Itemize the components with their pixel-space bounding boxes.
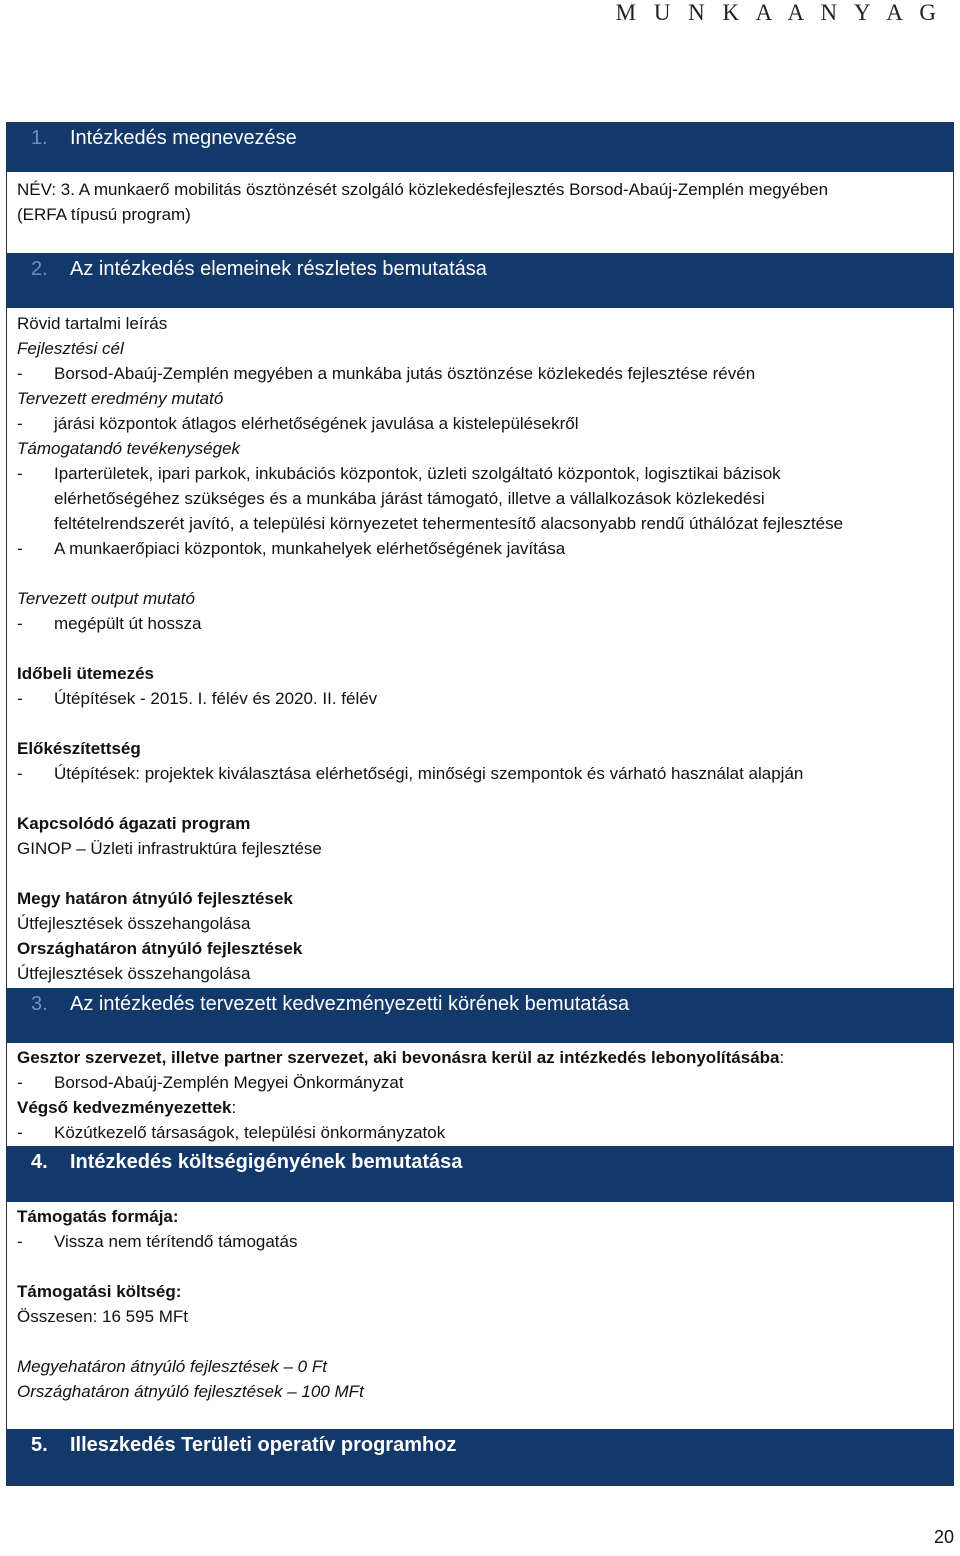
section-4-number: 4. <box>31 1151 48 1173</box>
organizer-item: - Borsod-Abaúj-Zemplén Megyei Önkormányzat <box>17 1073 404 1092</box>
section-3-title: Az intézkedés tervezett kedvezményezetti körének bemutatása <box>70 993 630 1015</box>
schedule-label: Időbeli ütemezés <box>17 664 154 683</box>
activity-2: - A munkaerőpiaci központok, munkahelyek elérhetőségének javítása <box>17 539 566 558</box>
development-goal-item: - Borsod-Abaúj-Zemplén megyében a munkába jutás ösztönzése közlekedés fejlesztése révén <box>17 364 756 383</box>
support-cost-total: Összesen: 16 595 MFt <box>17 1307 189 1326</box>
section-2-title: Az intézkedés elemeinek részletes bemutatása <box>70 258 487 280</box>
preparedness-label: Előkészítettség <box>17 739 141 758</box>
county-border-label: Megy határon átnyúló fejlesztések <box>17 889 293 908</box>
final-beneficiaries-item: - Közútkezelő társaságok, települési önkormányzatok <box>17 1123 446 1142</box>
document-watermark: M U N K A A N Y A G <box>615 0 942 25</box>
section-2-number: 2. <box>31 258 48 280</box>
section-5-number: 5. <box>31 1434 48 1456</box>
output-indicator-label: Tervezett output mutató <box>17 589 195 608</box>
activity-1-line-1: - Iparterületek, ipari parkok, inkubációs központok, üzleti szolgáltató központok, logisztikai bázisok <box>17 464 781 483</box>
section-1-header <box>6 122 954 172</box>
support-form-label: Támogatás formája: <box>17 1207 179 1226</box>
related-program-label: Kapcsolódó ágazati program <box>17 814 251 833</box>
beneficiaries-block <box>17 1045 947 1145</box>
supported-activities-label: Támogatandó tevékenységek <box>17 439 241 458</box>
section-1-title: Intézkedés megnevezése <box>70 127 297 149</box>
measure-name-block <box>17 177 947 227</box>
short-description-label: Rövid tartalmi leírás <box>17 314 168 333</box>
section-3-number: 3. <box>31 993 48 1015</box>
country-border-item: Útfejlesztések összehangolása <box>17 964 251 983</box>
related-program-item: GINOP – Üzleti infrastruktúra fejlesztése <box>17 839 322 858</box>
activity-1-line-3: feltételrendszerét javító, a települési környezetet tehermentesítő alacsonyabb rendű úthálózat fejlesztése <box>54 514 844 533</box>
development-goal-label: Fejlesztési cél <box>17 339 124 358</box>
country-cost: Országhatáron átnyúló fejlesztések – 100 MFt <box>17 1382 364 1401</box>
county-border-item: Útfejlesztések összehangolása <box>17 914 251 933</box>
organizer-label: Gesztor szervezet, illetve partner szervezet, aki bevonásra kerül az intézkedés lebonyolításába: <box>17 1048 785 1067</box>
schedule-item: - Útépítések - 2015. I. félév és 2020. II. félév <box>17 689 378 708</box>
section-5-title: Illeszkedés Területi operatív programhoz <box>70 1434 457 1456</box>
details-block <box>17 311 947 986</box>
section-2-header <box>6 253 954 308</box>
measure-name-line-2: (ERFA típusú program) <box>17 205 191 224</box>
section-4-header <box>6 1146 954 1202</box>
country-border-label: Országhatáron átnyúló fejlesztések <box>17 939 303 958</box>
support-form-item: - Vissza nem térítendő támogatás <box>17 1232 298 1251</box>
county-cost: Megyehatáron átnyúló fejlesztések – 0 Ft <box>17 1357 327 1376</box>
section-1-number: 1. <box>31 127 48 149</box>
activity-1-line-2: elérhetőségéhez szükséges és a munkába járást támogató, illetve a vállalkozások közlekedési <box>54 489 765 508</box>
support-cost-label: Támogatási költség: <box>17 1282 182 1301</box>
planned-result-item: - járási központok átlagos elérhetőségének javulása a kistelepülésekről <box>17 414 579 433</box>
section-5-header <box>6 1429 954 1485</box>
planned-result-label: Tervezett eredmény mutató <box>17 389 224 408</box>
section-3-header <box>6 988 954 1043</box>
costs-block <box>17 1204 947 1404</box>
final-beneficiaries-label: Végső kedvezményezettek: <box>17 1098 237 1117</box>
preparedness-item: - Útépítések: projektek kiválasztása elérhetőségi, minőségi szempontok és várható használat alapján <box>17 764 804 783</box>
output-indicator-item: - megépült út hossza <box>17 614 202 633</box>
section-4-title: Intézkedés költségigényének bemutatása <box>70 1151 463 1173</box>
measure-name-line-1: NÉV: 3. A munkaerő mobilitás ösztönzését szolgáló közlekedésfejlesztés Borsod-Abaúj-Zemplén megyében <box>17 180 829 199</box>
page-number: 20 <box>933 1527 954 1547</box>
